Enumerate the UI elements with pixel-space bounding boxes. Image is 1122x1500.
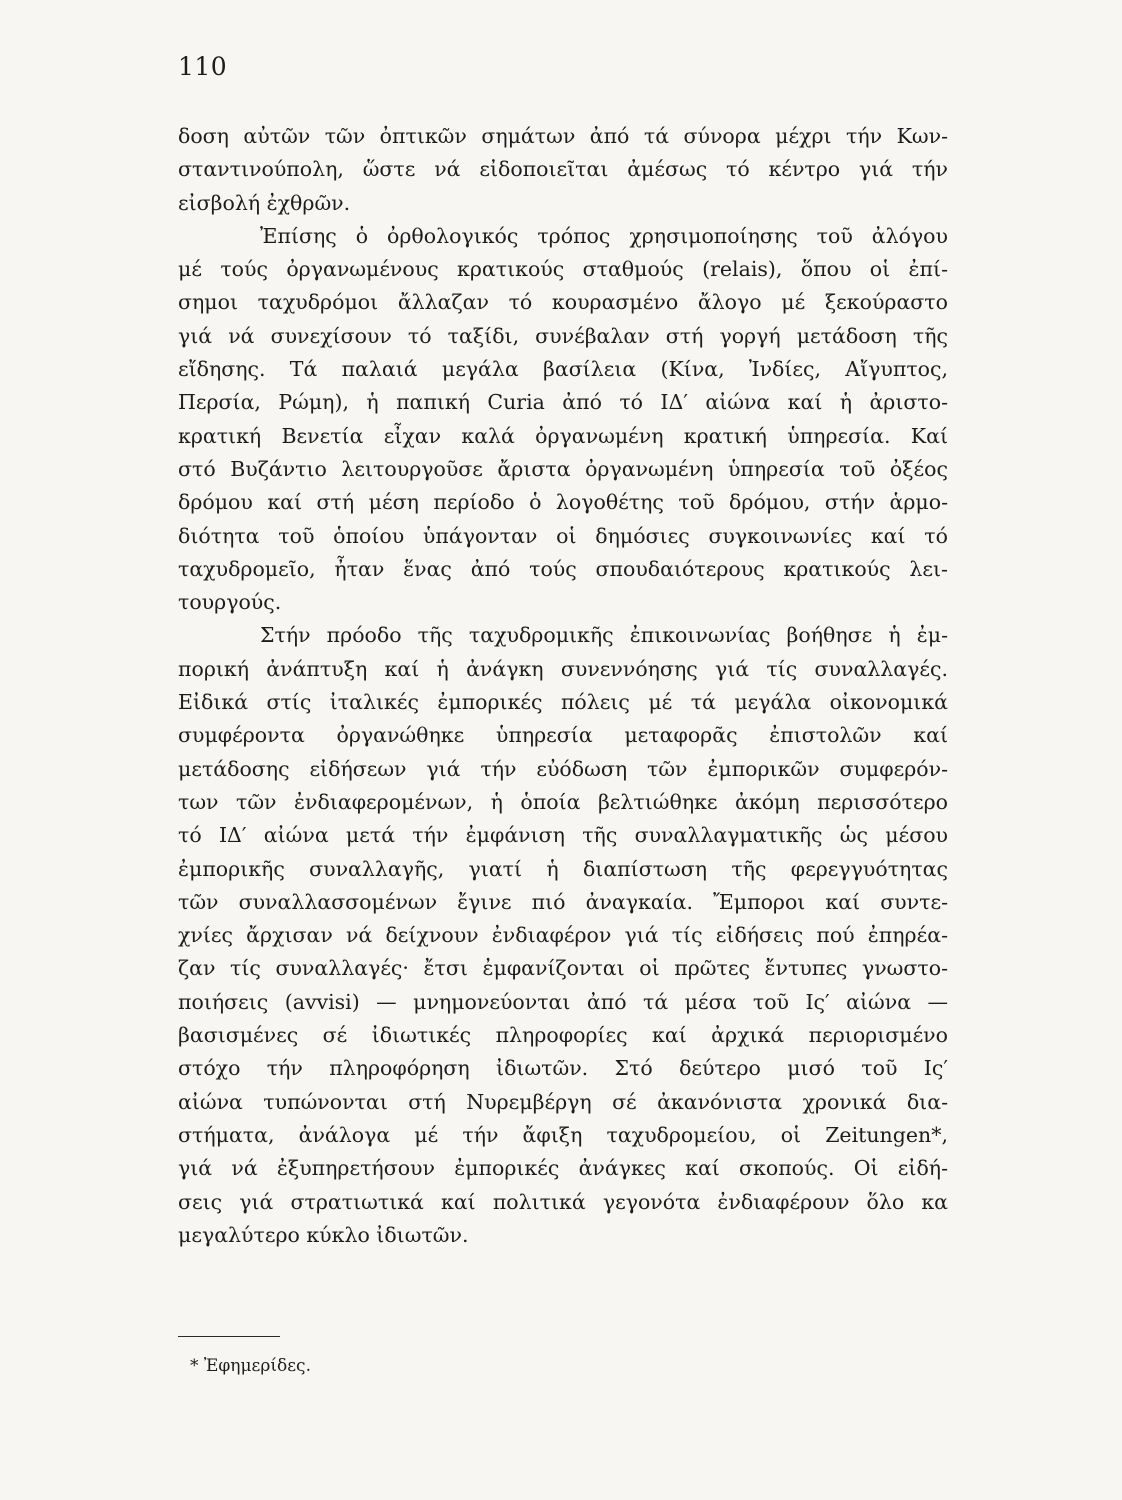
text-line: βασισμένες σέ ἰδιωτικές πληροφορίες καί ἀρχικά περιορισμένο: [178, 1023, 948, 1048]
text-line: σεις γιά στρατιωτικά καί πολιτικά γεγονότα ἐνδιαφέρουν ὅλο κα: [178, 1189, 948, 1214]
text-line: τῶν συναλλασσομένων ἔγινε πιό ἀναγκαία. Ἔμποροι καί συντε-: [178, 889, 948, 914]
text-line: πορική ἀνάπτυξη καί ἡ ἀνάγκη συνεννόησης γιά τίς συναλλαγές.: [178, 656, 948, 681]
text-line: στό Βυζάντιο λειτουργοῦσε ἄριστα ὀργανωμένη ὑπηρεσία τοῦ ὀξέος: [178, 456, 948, 481]
text-line: γιά νά ἐξυπηρετήσουν ἐμπορικές ἀνάγκες καί σκοπούς. Οἱ εἰδή-: [178, 1156, 948, 1181]
text-line: δρόμου καί στή μέση περίοδο ὁ λογοθέτης τοῦ δρόμου, στήν ἁρμο-: [178, 490, 948, 515]
text-line: μεγαλύτερο κύκλο ἰδιωτῶν.: [178, 1222, 469, 1247]
text-line: εἰσβολή ἐχθρῶν.: [178, 190, 351, 215]
text-line: κρατική Βενετία εἶχαν καλά ὀργανωμένη κρατική ὑπηρεσία. Καί: [178, 423, 948, 448]
text-line: Εἰδικά στίς ἰταλικές ἐμπορικές πόλεις μέ τά μεγάλα οἰκονομικά: [178, 690, 948, 715]
text-line: συμφέροντα ὀργανώθηκε ὑπηρεσία μεταφορᾶς ἐπιστολῶν καί: [178, 723, 948, 748]
page-number: 110: [178, 52, 228, 81]
paragraph-start-line: Ἐπίσης ὁ ὀρθολογικός τρόπος χρησιμοποίησης τοῦ ἀλόγου: [260, 223, 948, 248]
text-line: ταχυδρομεῖο, ἦταν ἕνας ἀπό τούς σπουδαιότερους κρατικούς λει-: [178, 556, 948, 581]
text-line: τουργούς.: [178, 590, 282, 615]
text-line: ποιήσεις (avvisi) — μνημονεύονται ἀπό τά μέσα τοῦ Ις′ αἰώνα —: [178, 989, 948, 1014]
footnote: * Ἐφημερίδες.: [190, 1356, 311, 1376]
text-line: στήματα, ἀνάλογα μέ τήν ἄφιξη ταχυδρομείου, οἱ Zeitungen*,: [178, 1122, 948, 1147]
text-line: στόχο τήν πληροφόρηση ἰδιωτῶν. Στό δεύτερο μισό τοῦ Ις′: [178, 1056, 948, 1081]
text-line: χνίες ἄρχισαν νά δείχνουν ἐνδιαφέρον γιά τίς εἰδήσεις πού ἐπηρέα-: [178, 923, 948, 948]
text-line: Περσία, Ρώμη), ἡ παπική Curia ἀπό τό ΙΔ′ αἰώνα καί ἡ ἀριστο-: [178, 390, 948, 415]
paragraph-start-line: Στήν πρόοδο τῆς ταχυδρομικῆς ἐπικοινωνίας βοήθησε ἡ ἐμ-: [260, 623, 948, 648]
text-line: μετάδοσης εἰδήσεων γιά τήν εὐόδωση τῶν ἐμπορικῶν συμφερόν-: [178, 756, 948, 781]
text-line: δοση αὐτῶν τῶν ὀπτικῶν σημάτων ἀπό τά σύνορα μέχρι τήν Κων-: [178, 124, 948, 148]
text-line: εἴδησης. Τά παλαιά μεγάλα βασίλεια (Κίνα, Ἰνδίες, Αἴγυπτος,: [178, 357, 948, 382]
text-line: μέ τούς ὀργανωμένους κρατικούς σταθμούς (relais), ὅπου οἱ ἐπί-: [178, 257, 948, 282]
text-line: σταντινούπολη, ὥστε νά εἰδοποιεῖται ἀμέσως τό κέντρο γιά τήν: [178, 157, 948, 182]
text-line: σημοι ταχυδρόμοι ἄλλαζαν τό κουρασμένο ἄλογο μέ ξεκούραστο: [178, 290, 948, 315]
text-line: ἐμπορικῆς συναλλαγῆς, γιατί ἡ διαπίστωση τῆς φερεγγυότητας: [178, 856, 948, 881]
body-text: [178, 120, 948, 1252]
text-line: αἰώνα τυπώνονται στή Νυρεμβέργη σέ ἀκανόνιστα χρονικά δια-: [178, 1089, 948, 1114]
text-line: διότητα τοῦ ὁποίου ὑπάγονταν οἱ δημόσιες συγκοινωνίες καί τό: [178, 523, 948, 548]
text-line: των τῶν ἐνδιαφερομένων, ἡ ὁποία βελτιώθηκε ἀκόμη περισσότερο: [178, 789, 948, 814]
text-line: γιά νά συνεχίσουν τό ταξίδι, συνέβαλαν στή γοργή μετάδοση τῆς: [178, 323, 948, 348]
text-line: ζαν τίς συναλλαγές· ἔτσι ἐμφανίζονται οἱ πρῶτες ἔντυπες γνωστο-: [178, 956, 948, 981]
text-line: τό ΙΔ′ αἰώνα μετά τήν ἐμφάνιση τῆς συναλλαγματικῆς ὡς μέσου: [178, 823, 948, 848]
footnote-divider: [178, 1336, 280, 1337]
